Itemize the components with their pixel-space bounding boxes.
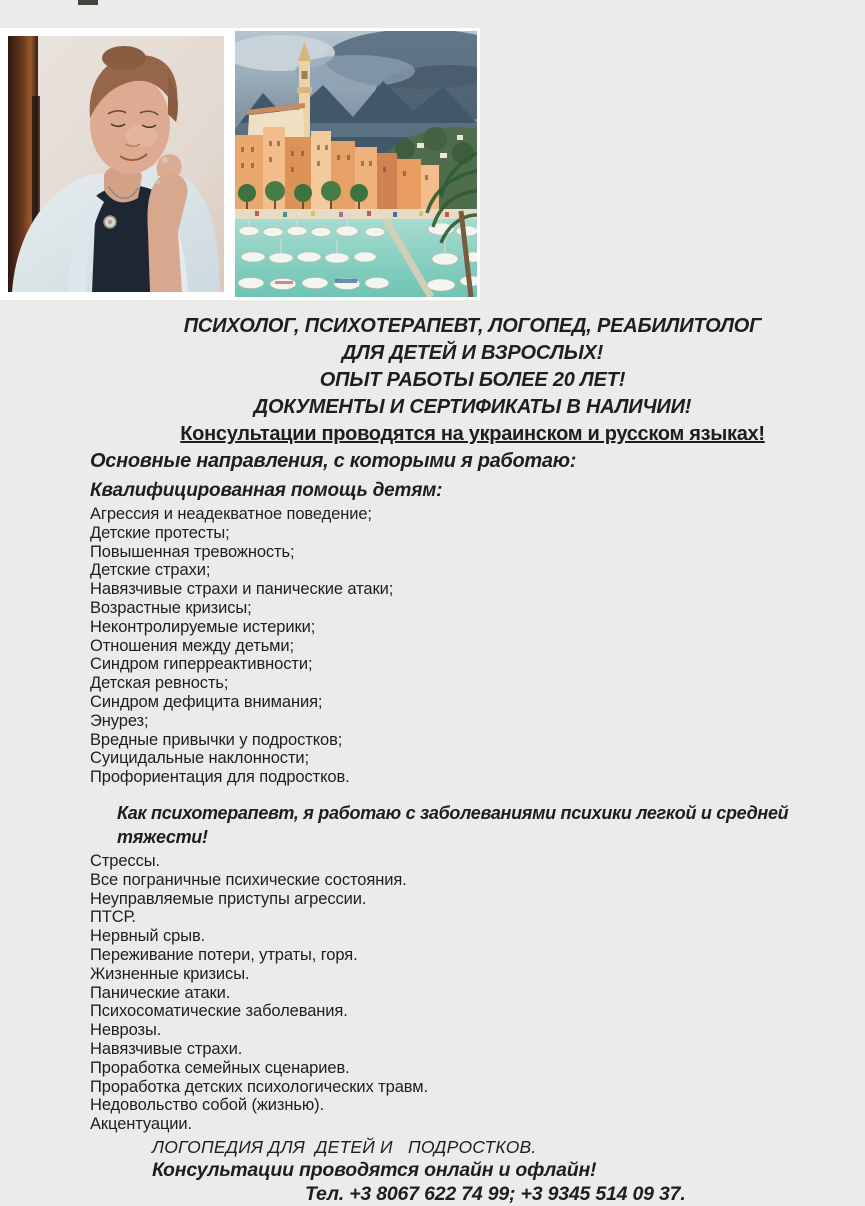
list-item: Панические атаки. — [90, 983, 231, 1002]
list-item: Профориентация для подростков. — [90, 768, 350, 787]
list-item: Детская ревность; — [90, 674, 229, 693]
list-item: Акцентуации. — [90, 1115, 193, 1134]
list-item: ПТСР. — [90, 908, 136, 927]
list-item: Проработка детских психологических травм. — [90, 1077, 428, 1096]
coastal-town-photo — [232, 28, 480, 300]
list-item: Вредные привычки у подростков; — [90, 730, 343, 749]
list-item: Энурез; — [90, 711, 149, 730]
flyer-content — [0, 313, 865, 1206]
list-item: Проработка семейных сценариев. — [90, 1058, 350, 1077]
list-item: Повышенная тревожность; — [90, 542, 295, 561]
coastal-town-photo-art — [235, 31, 477, 297]
children-list — [90, 505, 855, 787]
list-item: Психосоматические заболевания. — [90, 1002, 348, 1021]
list-item: Стрессы. — [90, 851, 160, 870]
header-line-professions: ПСИХОЛОГ, ПСИХОТЕРАПЕВТ, ЛОГОПЕД, РЕАБИЛИТОЛОГ — [183, 315, 762, 337]
list-item: Все пограничные психические состояния. — [90, 870, 407, 889]
list-item: Детские страхи; — [90, 561, 211, 580]
list-item: Неуправляемые приступы агрессии. — [90, 889, 367, 908]
header-languages-line: Консультации проводятся на украинском и русском языках! — [180, 423, 765, 445]
header-line-audience: ДЛЯ ДЕТЕЙ И ВЗРОСЛЫХ! — [341, 342, 604, 364]
list-item: Отношения между детьми; — [90, 636, 295, 655]
speech-therapy-line: ЛОГОПЕДИЯ ДЛЯ ДЕТЕЙ И ПОДРОСТКОВ. — [152, 1136, 537, 1157]
therapy-section-heading: Как психотерапевт, я работаю с заболеваниями психики легкой и средней тяжести! — [117, 802, 789, 847]
list-item: Агрессия и неадекватное поведение; — [90, 505, 372, 523]
scan-artifact — [78, 0, 98, 5]
header-line-experience: ОПЫТ РАБОТЫ БОЛЕЕ 20 ЛЕТ! — [319, 369, 626, 391]
phone-numbers-line: Тел. +3 8067 622 74 99; +3 9345 514 09 37. — [305, 1182, 686, 1205]
list-item: Синдром дефицита внимания; — [90, 692, 323, 711]
header-block — [90, 313, 855, 448]
list-item: Неврозы. — [90, 1021, 162, 1040]
list-item: Жизненные кризисы. — [90, 964, 250, 983]
therapy-list — [90, 852, 855, 1134]
list-item: Возрастные кризисы; — [90, 598, 252, 617]
portrait-photo-art — [8, 36, 224, 292]
list-item: Нервный срыв. — [90, 927, 206, 946]
portrait-photo — [0, 28, 232, 300]
list-item: Неконтролируемые истерики; — [90, 617, 316, 636]
list-item: Навязчивые страхи. — [90, 1039, 243, 1058]
intro-heading: Основные направления, с которыми я работаю: — [90, 450, 577, 472]
photos-row — [0, 0, 865, 300]
consultations-mode-line: Консультации проводятся онлайн и офлайн! — [152, 1158, 597, 1181]
list-item: Суицидальные наклонности; — [90, 749, 310, 768]
list-item: Синдром гиперреактивности; — [90, 655, 313, 674]
list-item: Навязчивые страхи и панические атаки; — [90, 580, 394, 599]
header-line-certificates: ДОКУМЕНТЫ И СЕРТИФИКАТЫ В НАЛИЧИИ! — [253, 396, 692, 418]
children-section-heading: Квалифицированная помощь детям: — [90, 480, 443, 501]
list-item: Детские протесты; — [90, 523, 230, 542]
list-item: Переживание потери, утраты, горя. — [90, 945, 358, 964]
list-item: Недовольство собой (жизнью). — [90, 1096, 325, 1115]
